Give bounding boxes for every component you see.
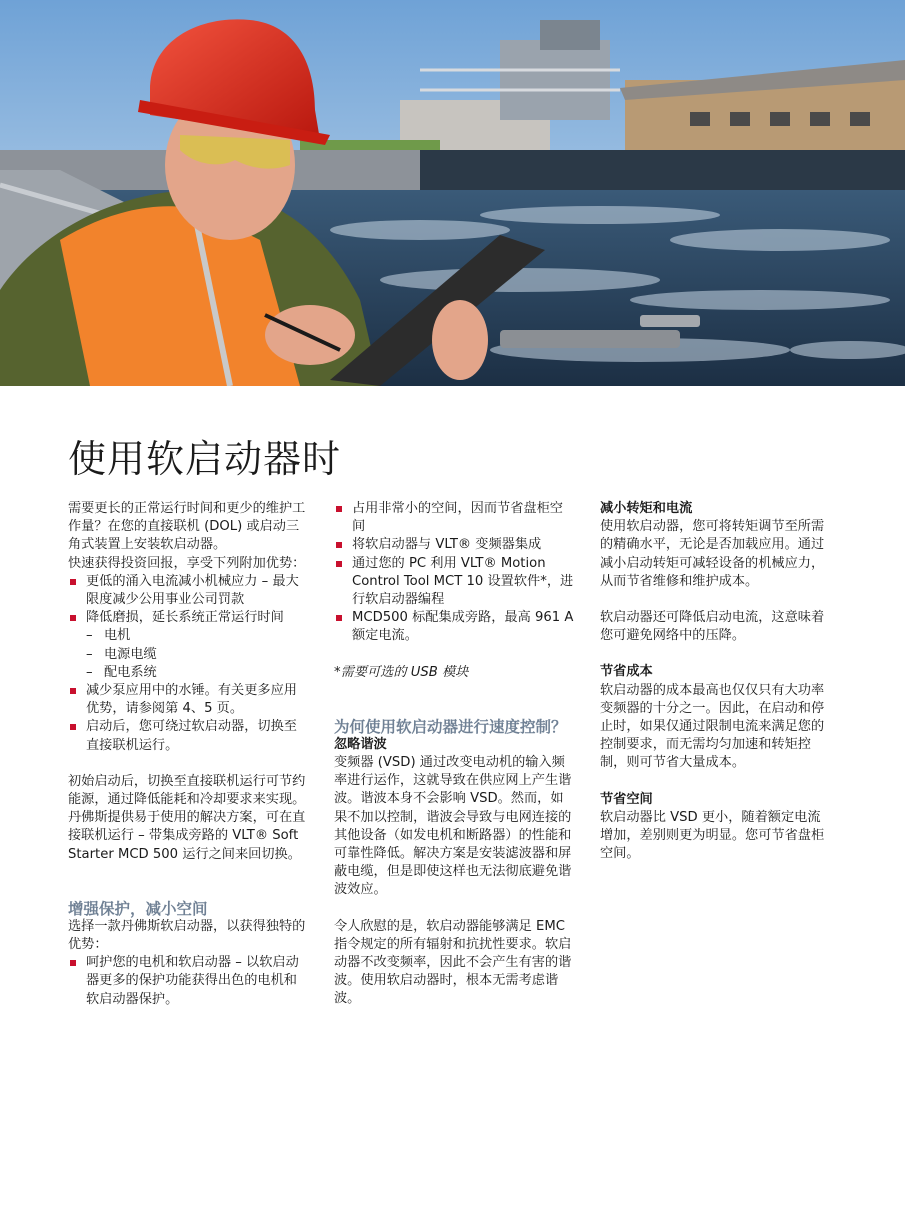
subheading-space: 节省空间 [600, 791, 653, 807]
list-item: 更低的涌入电流减小机械应力 – 最大限度减少公用事业公司罚款 [68, 573, 308, 609]
protection-list-continued [334, 500, 574, 646]
list-item: 通过您的 PC 利用 VLT® Motion Control Tool MCT 10 设置软件*，进行软启动器编程 [334, 555, 574, 610]
harmonics-paragraph: 变频器 (VSD) 通过改变电动机的输入频率进行运作，这就导致在供应网上产生谐波。谐波本身不会影响 VSD。然而，如果不加以控制，谐波会导致与电网连接的其他设备（如发电机和断路器）的性能和可靠性降低。解决方案是安装滤波器和屏蔽电缆，但是即使这样也无法彻底避免谐波效应。 [334, 755, 572, 898]
hero-photo [0, 0, 905, 386]
column-2 [334, 500, 574, 1009]
sub-list-item: – 配电系统 [68, 664, 308, 682]
emc-paragraph: 令人欣慰的是，软启动器能够满足 EMC 指令规定的所有辐射和抗扰性要求。软启动器不改变频率，因此不会产生有害的谐波。使用软启动器时，根本无需考虑谐波。 [334, 918, 572, 1007]
list-item: 减少泵应用中的水锤。有关更多应用优势，请参阅第 4、5 页。 [68, 682, 308, 718]
protection-list [68, 954, 308, 1009]
page-title: 使用软启动器时 [68, 437, 342, 481]
current-paragraph: 软启动器还可降低启动电流，这意味着您可避免网络中的压降。 [600, 610, 825, 644]
sub-list-item: – 电机 [68, 627, 308, 645]
section-title-speed-control: 为何使用软启动器进行速度控制？ [334, 717, 567, 736]
subheading-torque-current: 减小转矩和电流 [600, 501, 693, 516]
list-item: MCD500 标配集成旁路，最高 961 A 额定电流。 [334, 609, 574, 645]
cost-paragraph: 软启动器的成本最高也仅仅只有大功率变频器的十分之一。因此，在启动和停止时，如果仅通过限制电流来满足您的控制要求，而无需均匀加速和转矩控制，则可节省大量成本。 [600, 682, 825, 771]
subheading-harmonics: 忽略谐波 [334, 736, 387, 752]
benefits-list-continued [68, 682, 308, 755]
bypass-paragraph: 初始启动后，切换至直接联机运行可节约能源，通过降低能耗和冷却要求来实现。丹佛斯提供易于使用的解决方案，可在直接联机运行 – 带集成旁路的 VLT® Soft Starter MCD 500 运行之间来回切换。 [68, 773, 306, 862]
protection-intro: 选择一款丹佛斯软启动器，以获得独特的优势： [68, 918, 306, 953]
column-1 [68, 500, 308, 1009]
space-paragraph: 软启动器比 VSD 更小，随着额定电流增加，差别则更为明显。您可节省盘柜空间。 [600, 809, 825, 862]
wear-reduction-sublist [68, 627, 308, 682]
intro-paragraph: 需要更长的正常运行时间和更少的维护工作量？在您的直接联机 (DOL) 或启动三角式装置上安装软启动器。 [68, 501, 306, 553]
list-item: 将软启动器与 VLT® 变频器集成 [334, 536, 574, 554]
column-3 [600, 500, 832, 863]
benefits-lead: 快速获得投资回报，享受下列附加优势： [68, 555, 306, 571]
benefits-list [68, 573, 308, 628]
worker-at-water-treatment-plant-photo [0, 0, 905, 386]
list-item-text: 降低磨损，延长系统正常运行时间 [86, 610, 284, 626]
sub-list-item: – 电源电缆 [68, 646, 308, 664]
torque-paragraph: 使用软启动器，您可将转矩调节至所需的精确水平，无论是否加载应用。通过减小启动转矩可减轻设备的机械应力，从而节省维修和维护成本。 [600, 519, 825, 589]
list-item [68, 609, 308, 627]
list-item: 占用非常小的空间，因而节省盘柜空间 [334, 500, 574, 536]
subheading-cost: 节省成本 [600, 664, 653, 680]
list-item: 启动后，您可绕过软启动器，切换至直接联机运行。 [68, 718, 308, 754]
section-title-protection: 增强保护，减小空间 [68, 899, 208, 918]
usb-module-footnote: *需要可选的 USB 模块 [334, 664, 469, 680]
list-item: 呵护您的电机和软启动器 – 以软启动器更多的保护功能获得出色的电机和软启动器保护。 [68, 954, 308, 1009]
